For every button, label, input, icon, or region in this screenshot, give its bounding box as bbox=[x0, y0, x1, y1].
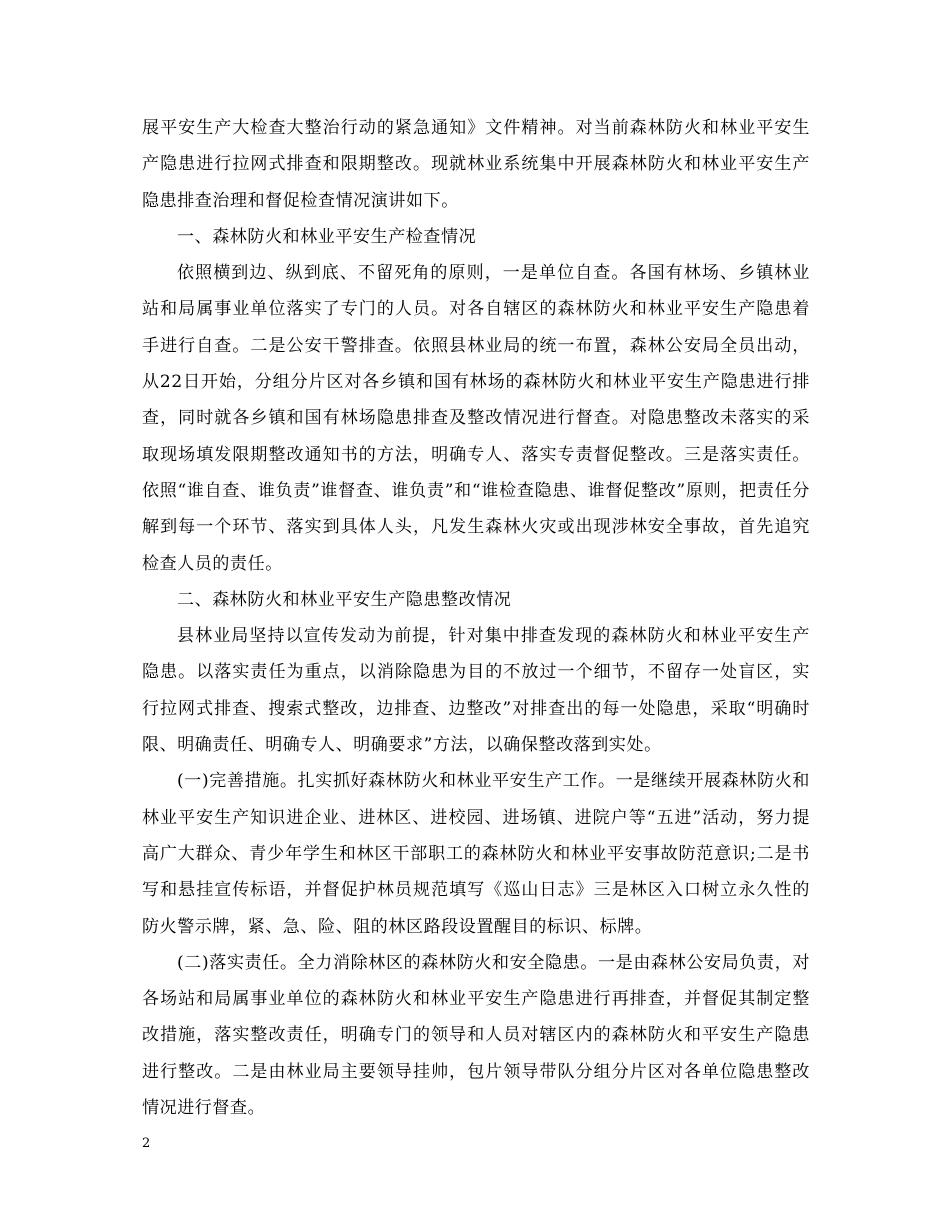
document-page bbox=[142, 110, 810, 1126]
page-number: 2 bbox=[142, 1136, 151, 1151]
section-heading-rectification: 二、森林防火和林业平安生产隐患整改情况 bbox=[177, 589, 512, 610]
paragraph-continuation: 展平安生产大检查大整治行动的紧急通知》文件精神。对当前森林防火和林业平安生产隐患进行拉网式排查和限期整改。现就林业系统集中开展森林防火和林业平安生产隐患排查治理和督促检查情况演讲如下。 bbox=[142, 118, 810, 211]
paragraph-inspection-details: 依照横到边、纵到底、不留死角的原则，一是单位自查。各国有林场、乡镇林业站和局属事业单位落实了专门的人员。对各自辖区的森林防火和林业平安生产隐患着手进行自查。二是公安干警排查。依照县林业局的统一布置，森林公安局全员出动，从22日开始，分组分片区对各乡镇和国有林场的森林防火和林业平安生产隐患进行排查，同时就各乡镇和国有林场隐患排查及整改情况进行督查。对隐患整改未落实的采取现场填发限期整改通知书的方法，明确专人、落实专责督促整改。三是落实责任。依照“谁自查、谁负责”谁督查、谁负责”和“谁检查隐患、谁督促整改”原则，把责任分解到每一个环节、落实到具体人头，凡发生森林火灾或出现涉林安全事故，首先追究检查人员的责任。 bbox=[142, 263, 810, 574]
section-heading-inspection: 一、森林防火和林业平安生产检查情况 bbox=[177, 226, 477, 247]
paragraph-implement-responsibility: (二)落实责任。全力消除林区的森林防火和安全隐患。一是由森林公安局负责，对各场站和局属事业单位的森林防火和林业平安生产隐患进行再排查，并督促其制定整改措施，落实整改责任，明确专门的领导和人员对辖区内的森林防火和平安生产隐患进行整改。二是由林业局主要领导挂帅，包片领导带队分组分片区对各单位隐患整改情况进行督查。 bbox=[142, 952, 810, 1119]
paragraph-improve-measures: (一)完善措施。扎实抓好森林防火和林业平安生产工作。一是继续开展森林防火和林业平安生产知识进企业、进林区、进校园、进场镇、进院户等“五进”活动，努力提高广大群众、青少年学生和林区干部职工的森林防火和林业平安事故防范意识;二是书写和悬挂宣传标语，并督促护林员规范填写《巡山日志》三是林区入口树立永久性的防火警示牌，紧、急、险、阻的林区路段设置醒目的标识、标牌。 bbox=[142, 771, 810, 937]
paragraph-rectification-intro: 县林业局坚持以宣传发动为前提，针对集中排查发现的森林防火和林业平安生产隐患。以落实责任为重点，以消除隐患为目的不放过一个细节，不留存一处盲区，实行拉网式排查、搜索式整改，边排查、边整改”对排查出的每一处隐患，采取“明确时限、明确责任、明确专人、明确要求”方法，以确保整改落到实处。 bbox=[142, 626, 810, 756]
